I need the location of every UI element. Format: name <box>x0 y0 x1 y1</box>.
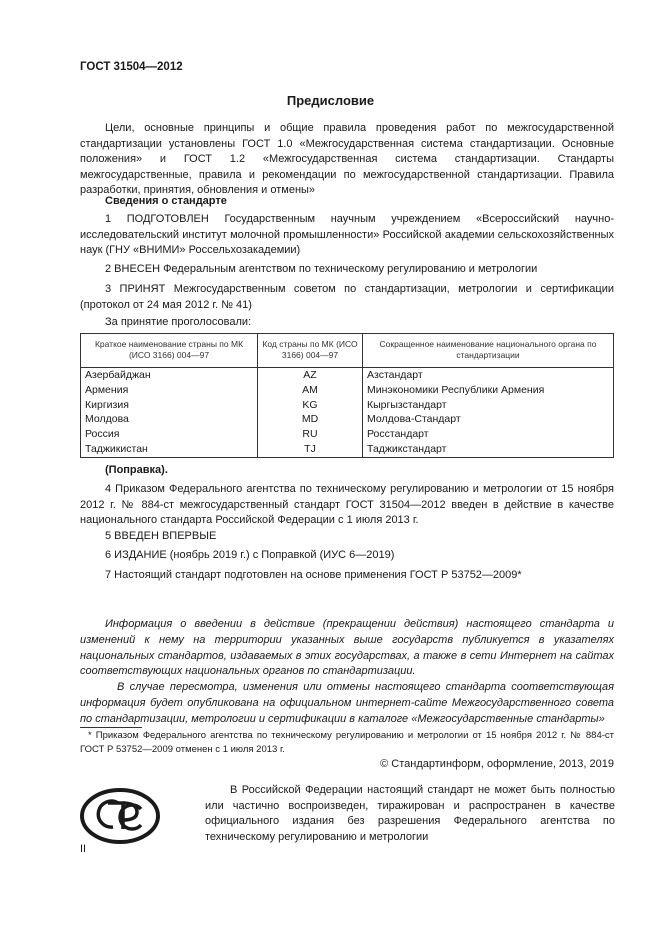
reproduction-notice: В Российской Федерации настоящий стандарт не может быть полностью или частично воспроизведен, тиражирован и распространен в качестве официального издания без разрешения Федерального агентства по техническому регулированию и метрологии <box>205 784 615 843</box>
amendment-label: (Поправка). <box>105 464 168 476</box>
body-cell: Молдова-Стандарт <box>363 412 614 427</box>
item-6-paragraph: 6 ИЗДАНИЕ (ноябрь 2019 г.) с Поправкой (ИУС 6—2019) <box>105 549 395 561</box>
country-cell: Молдова <box>81 412 258 427</box>
body-cell: Азстандарт <box>363 368 614 383</box>
code-cell: RU <box>258 427 363 442</box>
item-5-paragraph: 5 ВВЕДЕН ВПЕРВЫЕ <box>105 530 217 542</box>
body-cell: Росстандарт <box>363 427 614 442</box>
copyright-line: © Стандартинформ, оформление, 2013, 2019 <box>380 758 614 770</box>
info-paragraph-1: Информация о введении в действие (прекращении действия) настоящего стандарта и изменений к нему на территории указанных выше государств публикуется в указателях национальных стандартов, издаваемых в этих государствах, а также в сети Интернет на сайтах соответствующих национальных органов по стандартизации. <box>80 618 614 678</box>
document-header: ГОСТ 31504—2012 <box>80 61 183 73</box>
table-row <box>81 368 614 383</box>
rst-certification-mark-icon <box>79 787 161 845</box>
item-7-paragraph: 7 Настоящий стандарт подготовлен на основе применения ГОСТ Р 53752—2009* <box>105 569 522 581</box>
table-row <box>81 412 614 427</box>
code-cell: KG <box>258 398 363 413</box>
item-1-paragraph: 1 ПОДГОТОВЛЕН Государственным научным учреждением «Всероссийский научно-исследовательский институт молочной промышленности» Российской академии сельскохозяйственных наук (ГНУ «ВНИМИ» Россельхозакадемии) <box>80 213 614 257</box>
country-cell: Азербайджан <box>81 368 258 383</box>
code-cell: MD <box>258 412 363 427</box>
column-header-body: Сокращенное наименование национального органа по стандартизации <box>363 334 614 368</box>
info-paragraph-2: В случае пересмотра, изменения или отмены настоящего стандарта соответствующая информация будет опубликована на официальном интернет-сайте Межгосударственного совета по стандартизации, метрологии и сертификации в каталоге «Межгосударственные стандарты» <box>80 681 614 725</box>
code-cell: TJ <box>258 442 363 457</box>
country-cell: Киргизия <box>81 398 258 413</box>
item-4-paragraph: 4 Приказом Федерального агентства по техническому регулированию и метрологии от 15 ноября 2012 г. № 884-ст межгосударственный стандарт ГОСТ 31504—2012 введен в действие в качестве национального стандарта Российской Федерации с 1 июля 2013 г. <box>80 483 614 527</box>
footnote-divider <box>80 727 142 728</box>
table-row <box>81 427 614 442</box>
code-cell: AZ <box>258 368 363 383</box>
table-header-row <box>81 334 614 368</box>
country-cell: Россия <box>81 427 258 442</box>
section-subtitle: Сведения о стандарте <box>105 195 227 207</box>
table-row <box>81 398 614 413</box>
code-cell: AM <box>258 383 363 398</box>
column-header-country: Краткое наименование страны по МК (ИСО 3166) 004—97 <box>81 334 258 368</box>
intro-paragraph: Цели, основные принципы и общие правила проведения работ по межгосударственной стандартизации установлены ГОСТ 1.0 «Межгосударственная система стандартизации. Основные положения» и ГОСТ 1.2 «Межгосударственная система стандартизации. Стандарты межгосударственные, правила и рекомендации по межгосударственной стандартизации. Правила разработки, принятия, обновления и отмены» <box>80 122 614 197</box>
footnote: * Приказом Федерального агентства по техническому регулированию и метрологии от 15 ноября 2012 г. № 884-ст ГОСТ Р 53752—2009 отменен с 1 июля 2013 г. <box>80 730 614 755</box>
country-cell: Армения <box>81 383 258 398</box>
body-cell: Кыргызстандарт <box>363 398 614 413</box>
table-row <box>81 442 614 457</box>
body-cell: Таджикстандарт <box>363 442 614 457</box>
column-header-code: Код страны по МК (ИСО 3166) 004—97 <box>258 334 363 368</box>
item-3-paragraph: 3 ПРИНЯТ Межгосударственным советом по стандартизации, метрологии и сертификации (протокол от 24 мая 2012 г. № 41) <box>80 283 614 311</box>
voting-table <box>80 333 614 458</box>
country-cell: Таджикистан <box>81 442 258 457</box>
body-cell: Минэкономики Республики Армения <box>363 383 614 398</box>
item-2-paragraph: 2 ВНЕСЕН Федеральным агентством по техническому регулированию и метрологии <box>105 263 538 275</box>
page-number: II <box>80 843 87 855</box>
page-title: Предисловие <box>286 93 375 108</box>
voted-label: За принятие проголосовали: <box>105 316 252 328</box>
table-row <box>81 383 614 398</box>
